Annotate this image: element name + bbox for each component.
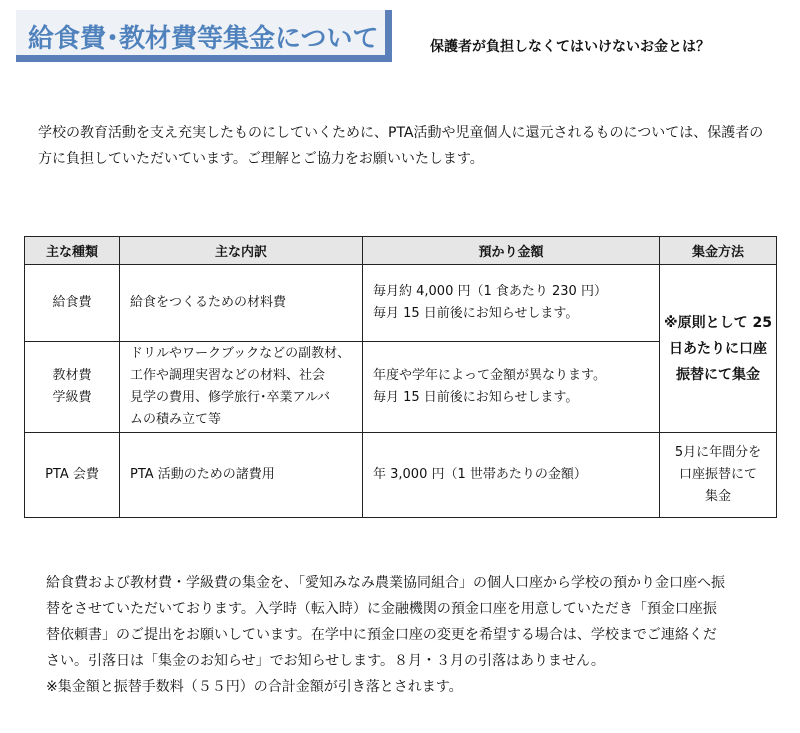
header-method: 集金方法 bbox=[660, 237, 777, 265]
cell-amount bbox=[363, 342, 660, 433]
type-label: 学級費 bbox=[52, 390, 92, 405]
amount-line: 毎月 15 日前後にお知らせします。 bbox=[373, 390, 579, 405]
detail-line: 給食をつくるための材料費 bbox=[130, 295, 287, 310]
outro-line: 替をさせていただいております。入学時（転入時）に金融機関の預金口座を用意していただき「預金口座振 bbox=[46, 601, 717, 617]
method-line: 集金 bbox=[704, 489, 731, 504]
title-box bbox=[16, 10, 392, 62]
cell-amount bbox=[363, 265, 660, 342]
method-line: 5月に年間分を bbox=[674, 445, 762, 460]
method-line: 口座振替にて bbox=[678, 467, 757, 482]
table-row bbox=[25, 265, 777, 342]
amount-line: 毎月 15 日前後にお知らせします。 bbox=[373, 306, 579, 321]
page-subtitle: 保護者が負担しなくてはいけないお金とは？ bbox=[430, 39, 710, 55]
detail-line: PTA 活動のための諸費用 bbox=[130, 467, 275, 482]
table-header-row bbox=[25, 237, 777, 265]
outro-line: 給食費および教材費・学級費の集金を、「愛知みなみ農業協同組合」の個人口座から学校の預かり金口座へ振 bbox=[46, 575, 725, 591]
intro-line: 方に負担していただいています。ご理解とご協力をお願いいたします。 bbox=[38, 151, 484, 167]
outro-line: さい。引落日は「集金のお知らせ」でお知らせします。８月・３月の引落はありません。 bbox=[46, 653, 605, 669]
header-type: 主な種類 bbox=[25, 237, 120, 265]
detail-line: ムの積み立て等 bbox=[130, 412, 222, 427]
outro-note: ※集金額と振替手数料（５５円）の合計金額が引き落とされます。 bbox=[46, 679, 463, 695]
detail-line: 見学の費用、修学旅行･卒業アルバ bbox=[130, 390, 331, 405]
header-detail: 主な内訳 bbox=[120, 237, 363, 265]
cell-method-pta bbox=[660, 433, 777, 518]
cell-type bbox=[25, 265, 120, 342]
cell-amount bbox=[363, 433, 660, 518]
type-label: 教材費 bbox=[52, 368, 92, 383]
detail-line: ドリルやワークブックなどの副教材、 bbox=[130, 346, 351, 361]
type-label: PTA 会費 bbox=[45, 467, 99, 482]
method-line: 振替にて集金 bbox=[676, 366, 760, 383]
header-amount: 預かり金額 bbox=[363, 237, 660, 265]
cell-detail bbox=[120, 342, 363, 433]
intro-line: 学校の教育活動を支え充実したものにしていくために、PTA活動や児童個人に還元されるものについては、保護者の bbox=[38, 125, 764, 141]
method-line: ※原則として 25 bbox=[664, 314, 772, 331]
cell-detail bbox=[120, 433, 363, 518]
amount-line: 年度や学年によって金額が異なります。 bbox=[373, 368, 606, 383]
table-row bbox=[25, 433, 777, 518]
amount-line: 年 3,000 円（1 世帯あたりの金額） bbox=[373, 467, 587, 482]
cell-detail bbox=[120, 265, 363, 342]
fees-table bbox=[24, 236, 777, 518]
cell-type bbox=[25, 433, 120, 518]
intro-paragraph bbox=[38, 120, 778, 172]
cell-type bbox=[25, 342, 120, 433]
outro-line: 替依頼書」のご提出をお願いしています。在学中に預金口座の変更を希望する場合は、学校までご連絡くだ bbox=[46, 627, 717, 643]
method-line: 日あたりに口座 bbox=[669, 340, 767, 357]
cell-method-merged bbox=[660, 265, 777, 433]
detail-line: 工作や調理実習などの材料、社会 bbox=[130, 368, 326, 383]
page-title: 給食費･教材費等集金について bbox=[28, 24, 379, 54]
amount-line: 毎月約 4,000 円（1 食あたり 230 円） bbox=[373, 284, 607, 299]
type-label: 給食費 bbox=[52, 295, 92, 310]
outro-paragraph bbox=[46, 570, 786, 700]
